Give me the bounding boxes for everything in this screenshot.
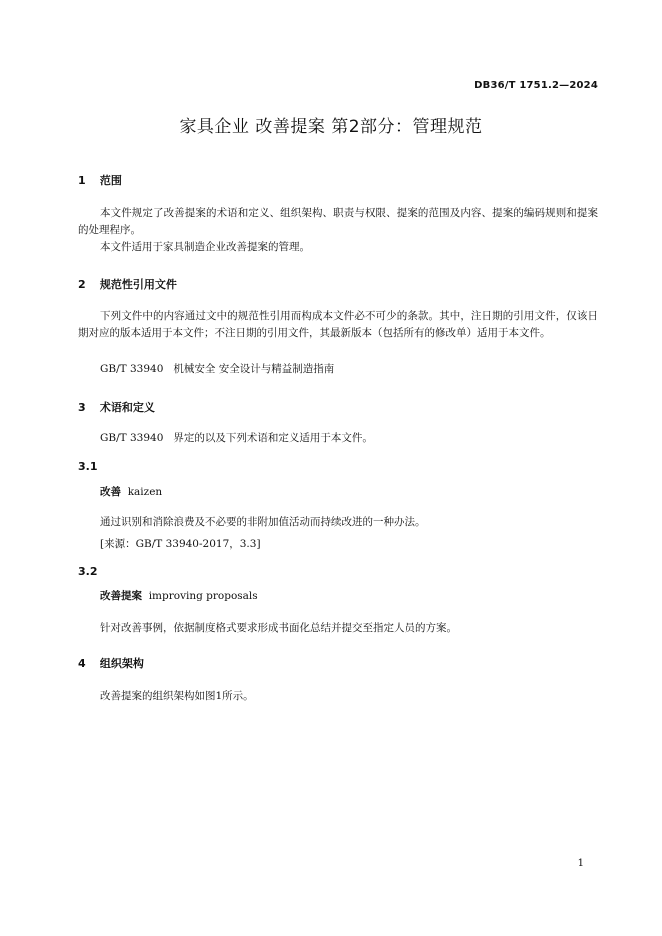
- section-3-intro: GB/T 33940 界定的以及下列术语和定义适用于本文件。: [100, 432, 373, 444]
- term-3-2-english: improving proposals: [148, 590, 258, 602]
- section-4-heading: [78, 655, 144, 671]
- term-3-1-definition: 通过识别和消除浪费及不必要的非附加值活动而持续改进的一种办法。: [100, 516, 426, 528]
- section-4-paragraph: 改善提案的组织架构如图1所示。: [100, 690, 254, 702]
- section-3-title: 术语和定义: [99, 401, 155, 414]
- page-number: 1: [577, 858, 584, 869]
- section-3-number: 3: [78, 401, 86, 414]
- term-3-1-chinese: 改善: [100, 486, 121, 498]
- section-1-number: 1: [78, 174, 86, 187]
- section-1-title: 范围: [99, 174, 122, 187]
- document-title: 家具企业 改善提案 第2部分：管理规范: [179, 117, 483, 137]
- section-2-paragraph: 下列文件中的内容通过文中的规范性引用而构成本文件必不可少的条款。其中，注日期的引用文件，仅该日期对应的版本适用于本文件；不注日期的引用文件，其最新版本（包括所有的修改单）适用于本文件。: [78, 310, 598, 339]
- term-3-1-source: [来源：GB/T 33940-2017，3.3]: [100, 538, 261, 550]
- section-1-paragraph-2: 本文件适用于家具制造企业改善提案的管理。: [100, 241, 310, 253]
- section-1-paragraph-1: 本文件规定了改善提案的术语和定义、组织架构、职责与权限、提案的范围及内容、提案的编码规则和提案的处理程序。: [78, 207, 598, 236]
- section-2-heading: [78, 276, 177, 292]
- section-4-number: 4: [78, 657, 86, 670]
- section-3-heading: [78, 399, 155, 415]
- term-3-2-chinese: 改善提案: [100, 590, 142, 602]
- section-2-number: 2: [78, 278, 86, 291]
- section-4-title: 组织架构: [99, 657, 144, 670]
- term-3-2-definition: 针对改善事例，依据制度格式要求形成书面化总结并提交至指定人员的方案。: [100, 622, 457, 634]
- term-3-1-english: kaizen: [127, 486, 163, 498]
- section-1-heading: [78, 172, 122, 188]
- standard-code: DB36/T 1751.2—2024: [474, 80, 598, 91]
- term-3-1: [100, 484, 162, 499]
- clause-3-1-number: 3.1: [78, 460, 98, 473]
- section-2-title: 规范性引用文件: [99, 278, 177, 291]
- normative-reference: GB/T 33940 机械安全 安全设计与精益制造指南: [100, 363, 335, 375]
- term-3-2: [100, 588, 258, 603]
- clause-3-2-number: 3.2: [78, 565, 98, 578]
